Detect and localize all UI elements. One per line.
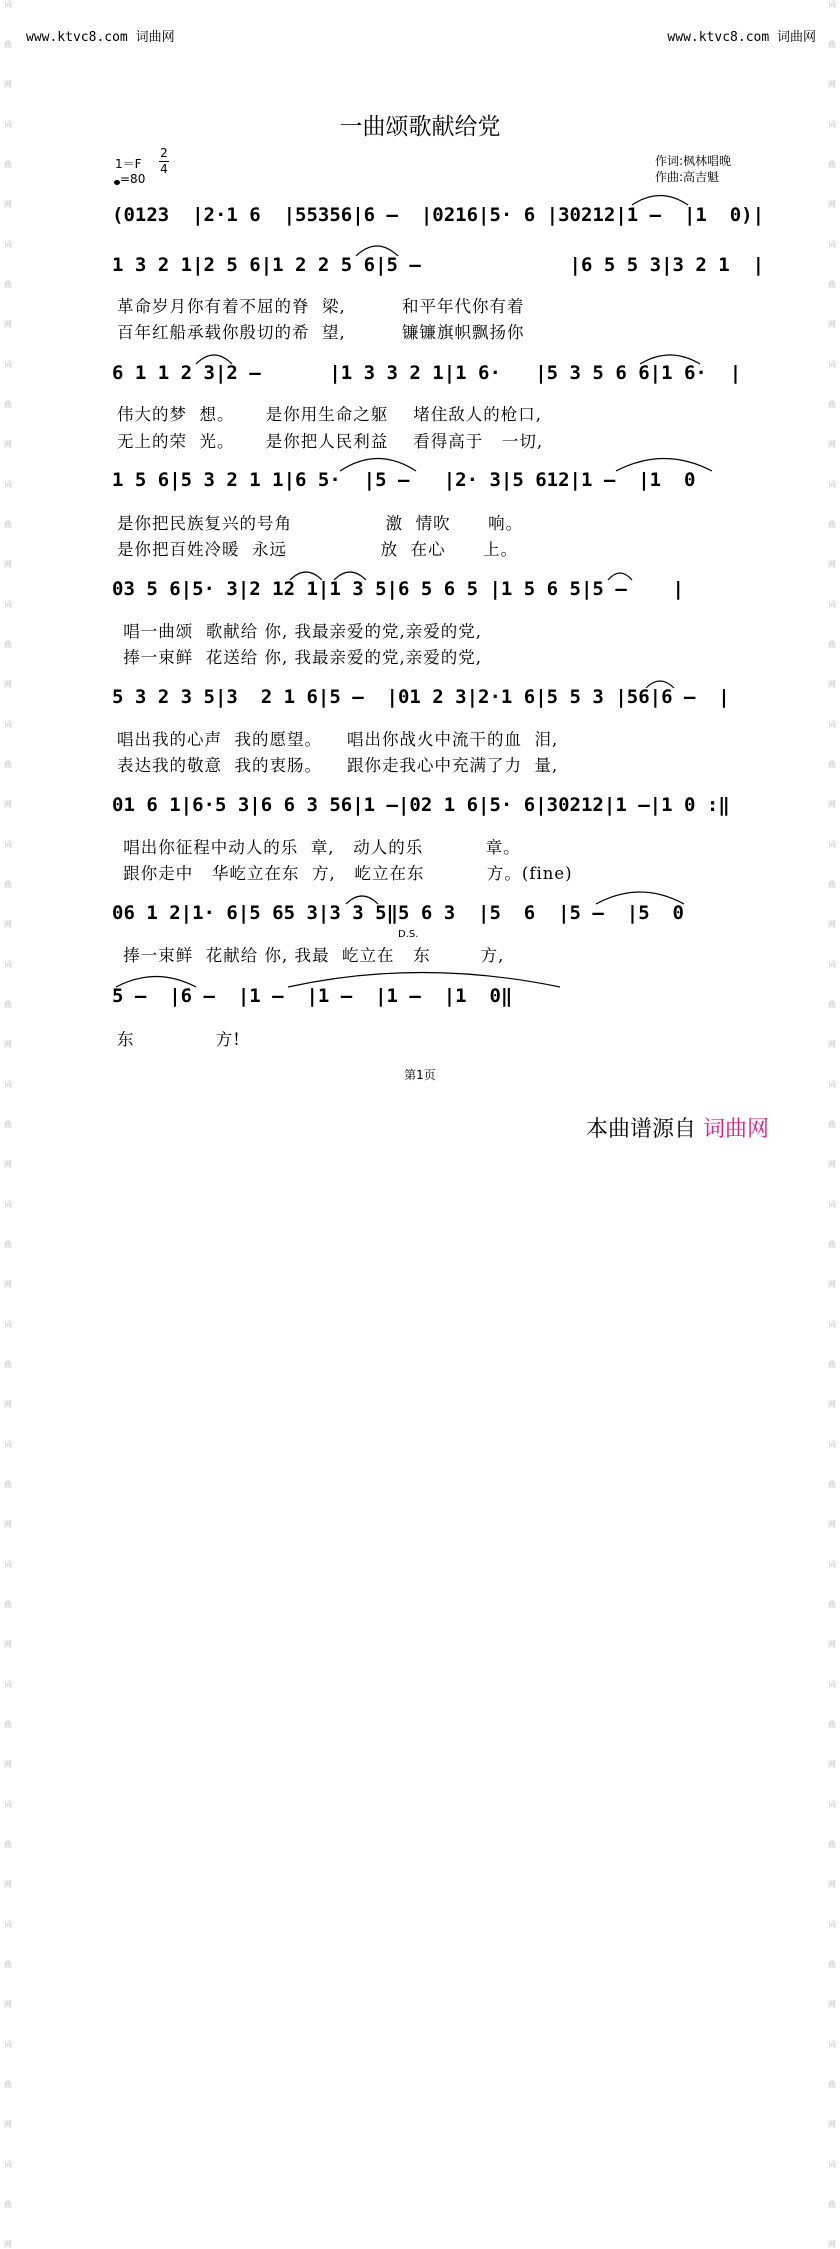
side-watermark-char: 词	[828, 1560, 836, 1569]
side-watermark-char: 曲	[828, 760, 836, 769]
side-watermark-char: 曲	[4, 1240, 12, 1249]
side-watermark-char: 网	[828, 200, 836, 209]
side-watermark-char: 网	[828, 680, 836, 689]
side-watermark-char: 网	[828, 440, 836, 449]
side-watermark-char: 曲	[4, 1600, 12, 1609]
side-watermark-char: 词	[4, 600, 12, 609]
side-watermark-char: 曲	[828, 640, 836, 649]
lyric-line: 是你把民族复兴的号角 激 情吹 响。	[117, 514, 524, 533]
side-watermark-char: 词	[4, 2040, 12, 2049]
side-watermark-char: 词	[828, 1440, 836, 1449]
notation-line: 1 5 6|5 3 2 1 1|6 5· |5 – |2· 3|5 612|1 – |1 0	[112, 469, 719, 491]
side-watermark-char: 网	[4, 1280, 12, 1289]
side-watermark-char: 词	[828, 360, 836, 369]
tempo-value: =80	[120, 172, 146, 186]
side-watermark-char: 词	[4, 240, 12, 249]
side-watermark-char: 网	[828, 320, 836, 329]
side-watermark-char: 词	[4, 120, 12, 129]
quarter-note-icon	[114, 180, 120, 185]
side-watermark-char: 网	[4, 680, 12, 689]
side-watermark-char: 网	[4, 80, 12, 89]
tempo-marking	[114, 172, 145, 186]
site-watermark-right: www.ktvc8.com 词曲网	[667, 30, 816, 45]
side-watermark-char: 曲	[4, 880, 12, 889]
side-watermark-char: 曲	[828, 2200, 836, 2209]
side-watermark-char: 曲	[828, 2080, 836, 2089]
side-watermark-char: 网	[828, 1400, 836, 1409]
side-watermark-char: 词	[828, 0, 836, 9]
side-watermark-char: 曲	[828, 1000, 836, 1009]
lyric-line: 革命岁月你有着不屈的脊 梁, 和平年代你有着	[117, 297, 525, 316]
side-watermark-char: 词	[828, 1320, 836, 1329]
lyric-line: 百年红船承载你殷切的希 望, 镰镰旗帜飘扬你	[117, 323, 525, 342]
side-watermark-char: 曲	[4, 1360, 12, 1369]
lyric-line: 唱出我的心声 我的愿望。 唱出你战火中流干的血 泪,	[117, 730, 559, 749]
side-watermark-char: 曲	[4, 760, 12, 769]
lyric-line: 东 方!	[117, 1030, 241, 1049]
lyric-line: 唱出你征程中动人的乐 章, 动人的乐 章。	[117, 838, 521, 857]
side-watermark-right	[826, 0, 838, 2249]
side-watermark-char: 网	[828, 560, 836, 569]
side-watermark-char: 曲	[4, 520, 12, 529]
lyric-line: 捧一束鲜 花送给 你, 我最亲爱的党,亲爱的党,	[117, 648, 482, 667]
side-watermark-char: 曲	[828, 280, 836, 289]
side-watermark-char: 词	[828, 720, 836, 729]
time-signature-top: 2	[160, 146, 168, 160]
side-watermark-char: 词	[4, 720, 12, 729]
notation-line: 1 3 2 1|2 5 6|1 2 2 5 6|5 – |6 5 5 3|3 2 1 |	[112, 254, 765, 276]
side-watermark-char: 曲	[828, 40, 836, 49]
notation-line: 03 5 6|5· 3|2 12 1|1 3 5|6 5 6 5 |1 5 6 5|5 – |	[112, 578, 684, 600]
side-watermark-char: 曲	[828, 1840, 836, 1849]
side-watermark-char: 网	[4, 320, 12, 329]
side-watermark-char: 曲	[828, 1240, 836, 1249]
side-watermark-char: 网	[4, 1040, 12, 1049]
source-prefix: 本曲谱源自	[586, 1117, 697, 1142]
side-watermark-char: 词	[828, 1200, 836, 1209]
side-watermark-char: 曲	[828, 1480, 836, 1489]
dal-segno-mark: D.S.	[398, 929, 419, 940]
side-watermark-char: 词	[828, 2160, 836, 2169]
side-watermark-char: 曲	[828, 1960, 836, 1969]
lyric-line: 无上的荣 光。 是你把人民利益 看得高于 一切,	[117, 432, 544, 451]
side-watermark-char: 曲	[4, 280, 12, 289]
side-watermark-char: 曲	[4, 640, 12, 649]
lyric-line: 表达我的敬意 我的衷肠。 跟你走我心中充满了力 量,	[117, 756, 559, 775]
notation-line: 01 6 1|6·5 3|6 6 3 56|1 –|02 1 6|5· 6|30212|1 –|1 0 :‖	[112, 794, 730, 816]
side-watermark-char: 词	[4, 1320, 12, 1329]
side-watermark-char: 词	[4, 1680, 12, 1689]
side-watermark-char: 词	[4, 1920, 12, 1929]
side-watermark-char: 词	[828, 840, 836, 849]
side-watermark-char: 网	[4, 1760, 12, 1769]
lyric-line: 唱一曲颂 歌献给 你, 我最亲爱的党,亲爱的党,	[117, 622, 482, 641]
side-watermark-char: 词	[4, 1200, 12, 1209]
time-signature-bottom: 4	[160, 162, 168, 176]
side-watermark-char: 词	[4, 960, 12, 969]
side-watermark-char: 网	[828, 1520, 836, 1529]
lyric-line: 是你把百姓冷暖 永远 放 在心 上。	[117, 540, 519, 559]
side-watermark-char: 词	[4, 1800, 12, 1809]
composer-credit: 作曲:高吉魁	[655, 170, 720, 184]
side-watermark-char: 网	[4, 1640, 12, 1649]
side-watermark-char: 网	[4, 920, 12, 929]
side-watermark-char: 网	[4, 1400, 12, 1409]
side-watermark-char: 曲	[4, 1120, 12, 1129]
side-watermark-char: 词	[4, 1560, 12, 1569]
side-watermark-char: 网	[4, 440, 12, 449]
side-watermark-char: 曲	[828, 520, 836, 529]
side-watermark-char: 网	[4, 1520, 12, 1529]
side-watermark-char: 曲	[828, 1720, 836, 1729]
side-watermark-char: 网	[828, 1040, 836, 1049]
side-watermark-char: 词	[828, 240, 836, 249]
notation-line: 06 1 2|1· 6|5 65 3|3 3 5‖5 6 3 |5 6 |5 – |5 0	[112, 902, 707, 924]
side-watermark-char: 网	[4, 2240, 12, 2249]
side-watermark-char: 曲	[828, 1600, 836, 1609]
song-title: 一曲颂歌献给党	[339, 114, 501, 140]
notation-line: (0123 |2·1 6 |55356|6 – |0216|5· 6 |30212|1 – |1 0)|	[112, 204, 765, 226]
side-watermark-char: 网	[4, 2000, 12, 2009]
site-watermark-left: www.ktvc8.com 词曲网	[26, 30, 175, 45]
side-watermark-char: 网	[4, 1880, 12, 1889]
side-watermark-char: 词	[4, 2160, 12, 2169]
side-watermark-char: 曲	[4, 2080, 12, 2089]
side-watermark-char: 曲	[828, 1120, 836, 1129]
side-watermark-char: 词	[828, 600, 836, 609]
side-watermark-char: 词	[4, 480, 12, 489]
source-brand: 词曲网	[703, 1117, 770, 1142]
side-watermark-char: 曲	[828, 400, 836, 409]
side-watermark-char: 网	[4, 800, 12, 809]
side-watermark-char: 曲	[4, 2200, 12, 2209]
side-watermark-char: 词	[4, 0, 12, 9]
side-watermark-char: 词	[828, 960, 836, 969]
side-watermark-char: 网	[828, 1280, 836, 1289]
key-signature: 1＝F	[115, 157, 142, 171]
side-watermark-char: 网	[828, 1760, 836, 1769]
lyric-line: 捧一束鲜 花献给 你, 我最 屹立在 东 方,	[117, 946, 505, 965]
side-watermark-char: 词	[828, 1680, 836, 1689]
side-watermark-char: 网	[828, 1640, 836, 1649]
side-watermark-char: 曲	[4, 40, 12, 49]
side-watermark-char: 曲	[4, 1000, 12, 1009]
side-watermark-char: 曲	[828, 880, 836, 889]
side-watermark-left	[2, 0, 14, 2249]
side-watermark-char: 网	[828, 920, 836, 929]
side-watermark-char: 曲	[4, 1840, 12, 1849]
lyric-line: 伟大的梦 想。 是你用生命之躯 堵住敌人的枪口,	[117, 405, 542, 424]
side-watermark-char: 网	[828, 1880, 836, 1889]
notation-line: 6 1 1 2 3|2 – |1 3 3 2 1|1 6· |5 3 5 6 6|1 6· |	[112, 362, 742, 384]
side-watermark-char: 网	[4, 2120, 12, 2129]
side-watermark-char: 网	[828, 800, 836, 809]
side-watermark-char: 网	[828, 2240, 836, 2249]
side-watermark-char: 曲	[4, 1960, 12, 1969]
side-watermark-char: 网	[828, 2000, 836, 2009]
side-watermark-char: 网	[828, 1160, 836, 1169]
side-watermark-char: 网	[828, 80, 836, 89]
side-watermark-char: 词	[828, 1920, 836, 1929]
page-number: 第1页	[404, 1068, 436, 1082]
side-watermark-char: 曲	[828, 1360, 836, 1369]
side-watermark-char: 网	[828, 2120, 836, 2129]
side-watermark-char: 曲	[4, 1480, 12, 1489]
side-watermark-char: 词	[828, 2040, 836, 2049]
side-watermark-char: 词	[4, 360, 12, 369]
side-watermark-char: 曲	[4, 160, 12, 169]
side-watermark-char: 词	[828, 1800, 836, 1809]
lyricist-credit: 作词:枫林唱晚	[655, 154, 732, 168]
side-watermark-char: 网	[4, 560, 12, 569]
side-watermark-char: 词	[828, 120, 836, 129]
side-watermark-char: 曲	[828, 160, 836, 169]
notation-line: 5 – |6 – |1 – |1 – |1 – |1 0‖	[112, 985, 513, 1007]
side-watermark-char: 词	[828, 1080, 836, 1089]
lyric-line: 跟你走中 华屹立在东 方, 屹立在东 方。(fine)	[117, 864, 573, 883]
side-watermark-char: 词	[4, 840, 12, 849]
time-signature	[159, 146, 169, 177]
side-watermark-char: 词	[4, 1440, 12, 1449]
side-watermark-char: 网	[4, 1160, 12, 1169]
source-note	[586, 1112, 769, 1143]
side-watermark-char: 网	[4, 200, 12, 209]
side-watermark-char: 曲	[4, 400, 12, 409]
notation-line: 5 3 2 3 5|3 2 1 6|5 – |01 2 3|2·1 6|5 5 3 |56|6 – |	[112, 686, 730, 708]
side-watermark-char: 曲	[4, 1720, 12, 1729]
side-watermark-char: 词	[4, 1080, 12, 1089]
side-watermark-char: 词	[828, 480, 836, 489]
